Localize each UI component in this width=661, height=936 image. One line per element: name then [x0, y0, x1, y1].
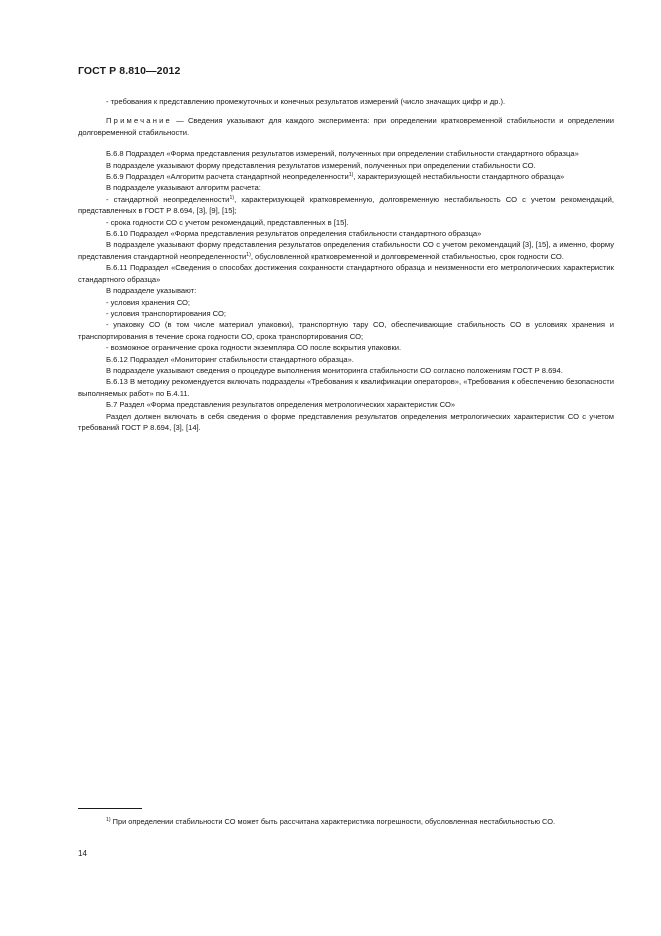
- footnote-ref: 1): [348, 172, 354, 179]
- paragraph: В подразделе указывают форму представления результатов измерений, полученных при определении стабильности СО.: [106, 160, 536, 170]
- footnote-divider: [78, 808, 142, 809]
- section-heading: Б.6.11 Подраздел «Сведения о способах достижения сохранности стандартного образца и неизменности его метрологических характеристик стандартного образца»: [78, 263, 614, 284]
- note-paragraph: [78, 115, 614, 138]
- section-heading: Б.6.12 Подраздел «Мониторинг стабильности стандартного образца».: [106, 354, 354, 364]
- section-heading: Б.6.10 Подраздел «Форма представления результатов определения стабильности стандартного образца»: [106, 229, 482, 239]
- list-item: - срока годности СО с учетом рекомендаций, представленных в [15].: [106, 217, 349, 227]
- footnote-marker: 1): [106, 817, 111, 823]
- list-item: - упаковку СО (в том числе материал упаковки), транспортную тару СО, обеспечивающие стабильность СО в условиях хранения и транспортирования в течение срока годности СО, срока транспортирования СО;: [78, 320, 614, 341]
- footnote-ref: 1): [246, 251, 251, 258]
- section-heading: Б.6.9 Подраздел «Алгоритм расчета стандартной неопределенности$^{1)}$, характеризующей нестабильности стандартного образца»: [106, 172, 565, 182]
- document-body: [78, 96, 614, 433]
- list-item: - условия хранения СО;: [106, 297, 191, 307]
- page-number: 14: [78, 849, 87, 858]
- paragraph: Раздел должен включать в себя сведения о форме представления результатов определения метрологических характеристик СО с учетом требований ГОСТ Р 8.694, [3], [14].: [78, 411, 614, 432]
- paragraph: В подразделе указывают форму представления результатов определения стабильности СО с учетом рекомендаций [3], [15], а именно, форму представления стандартной неопределенности$^{1)}$, обусловленной кратковременной и долговременной стабильностью, срок годности СО.: [78, 240, 614, 261]
- footnote-text: При определении стабильности СО может быть рассчитана характеристика погрешности, обусловленная нестабильностью СО.: [110, 817, 556, 826]
- note-text: — Сведения указывают для каждого эксперимента: при определении кратковременной стабильности и определении долговременной стабильности.: [78, 116, 614, 137]
- paragraph: - требования к представлению промежуточных и конечных результатов измерений (число значащих цифр и др.).: [106, 97, 506, 106]
- footnote: [78, 816, 614, 827]
- footnote-ref: 1): [229, 194, 235, 201]
- section-heading: Б.6.13 В методику рекомендуется включать подразделы «Требования к квалификации операторов», «Требования к обеспечению безопасности выполняемых работ» по Б.4.11.: [78, 377, 614, 398]
- list-item: - возможное ограничение срока годности экземпляра СО после вскрытия упаковки.: [106, 343, 402, 353]
- section-heading: Б.7 Раздел «Форма представления результатов определения метрологических характеристик СО»: [106, 400, 456, 410]
- note-label: Примечание: [106, 116, 172, 126]
- paragraph: В подразделе указывают:: [106, 286, 197, 296]
- paragraph: В подразделе указывают алгоритм расчета:: [106, 183, 261, 193]
- paragraph: В подразделе указывают сведения о процедуре выполнения мониторинга стабильности СО согласно положениям ГОСТ Р 8.694.: [106, 365, 563, 375]
- section-heading: Б.6.8 Подраздел «Форма представления результатов измерений, полученных при определении стабильности стандартного образца»: [106, 149, 579, 159]
- document-header: ГОСТ Р 8.810—2012: [78, 65, 181, 77]
- list-item: - стандартной неопределенности$^{1)}$, характеризующей кратковременную, долговременную нестабильность СО с учетом рекомендаций, представленных в ГОСТ Р 8.694, [3], [9], [15];: [78, 194, 614, 216]
- list-item: - условия транспортирования СО;: [106, 308, 227, 318]
